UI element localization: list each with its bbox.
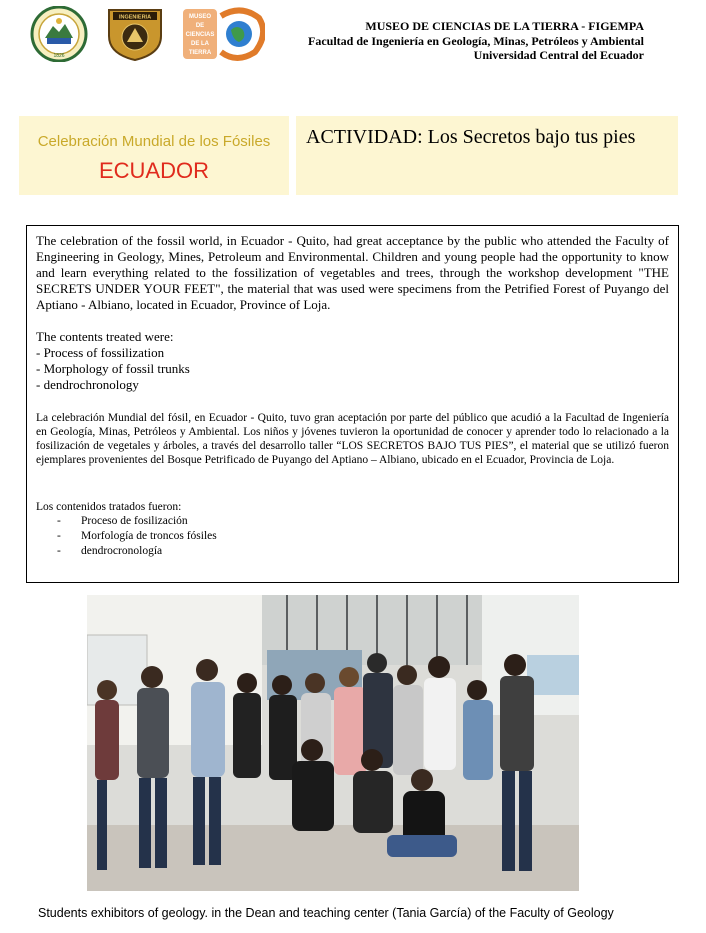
spanish-contents-title: Los contenidos tratados fueron: [36,501,182,513]
svg-text:MUSEO: MUSEO [188,14,212,20]
activity-title: ACTIVIDAD: Los Secretos bajo tus pies [306,126,636,148]
museum-name: MUSEO DE CIENCIAS DE LA TIERRA - FIGEMPA [365,19,644,33]
group-photo [87,595,579,891]
uce-logo [27,6,91,62]
activity-title-box [296,116,678,195]
list-item: - Morfología de troncos fósiles [57,530,217,542]
event-title: Celebración Mundial de los Fósiles [37,133,271,150]
description-box [26,225,679,583]
spanish-paragraph: La celebración Mundial del fósil, en Ecuador - Quito, tuvo gran aceptación por parte del público que acudió a la Facultad de Ingeniería en Geología, Minas, Petróleos y Ambiental. Los niños y jóvenes tuvieron la oportunidad de conocer y aprender todo lo relacionado a la fosilización de vegetales y árboles, a través del desarrollo taller “LOS SECRETOS BAJO TUS PIES”, el material que se utilizó fueron ejemplares provenientes del Bosque Petrificado de Puyango del Aptiano – Albiano, ubicado en el Ecuador, Provincia de Loja. [36,412,669,466]
list-item: - dendrochronology [36,377,139,392]
svg-text:DE LA: DE LA [191,41,209,47]
english-contents-title: The contents treated were: [36,329,174,344]
ingenieria-logo [103,6,167,62]
faculty-name: Facultad de Ingeniería en Geología, Minas, Petróleos y Ambiental [308,33,644,48]
museo-logo [181,6,265,62]
list-item: - Morphology of fossil trunks [36,361,190,376]
institution-header [308,19,644,63]
svg-text:CIENCIAS: CIENCIAS [185,32,215,38]
svg-text:TIERRA: TIERRA [188,50,212,56]
university-name: Universidad Central del Ecuador [473,48,644,62]
svg-text:1826: 1826 [53,53,65,59]
svg-text:INGENIERIA: INGENIERIA [118,14,152,21]
spanish-contents-list [57,514,217,559]
photo-caption: Students exhibitors of geology. in the Dean and teaching center (Tania García) of the Faculty of Geology [38,906,614,920]
list-item: - dendrocronología [57,545,163,557]
list-item: - Proceso de fosilización [57,515,188,527]
event-title-box [19,116,289,195]
english-paragraph: The celebration of the fossil world, in Ecuador - Quito, had great acceptance by the public who attended the Faculty of Engineering in Geology, Mines, Petroleum and Environmental. Children and young people had the opportunity to know and learn everything related to the fossilization of vegetables and trees, through the workshop development "THE SECRETS UNDER YOUR FEET", the material that was used were specimens from the Petrified Forest of Puyango del Aptiano - Albiano, located in Ecuador, Province of Loja. [36,233,669,312]
list-item: - Process of fossilization [36,345,165,360]
country-title: ECUADOR [98,158,209,183]
english-contents-list [36,345,190,393]
svg-text:DE: DE [195,23,205,29]
